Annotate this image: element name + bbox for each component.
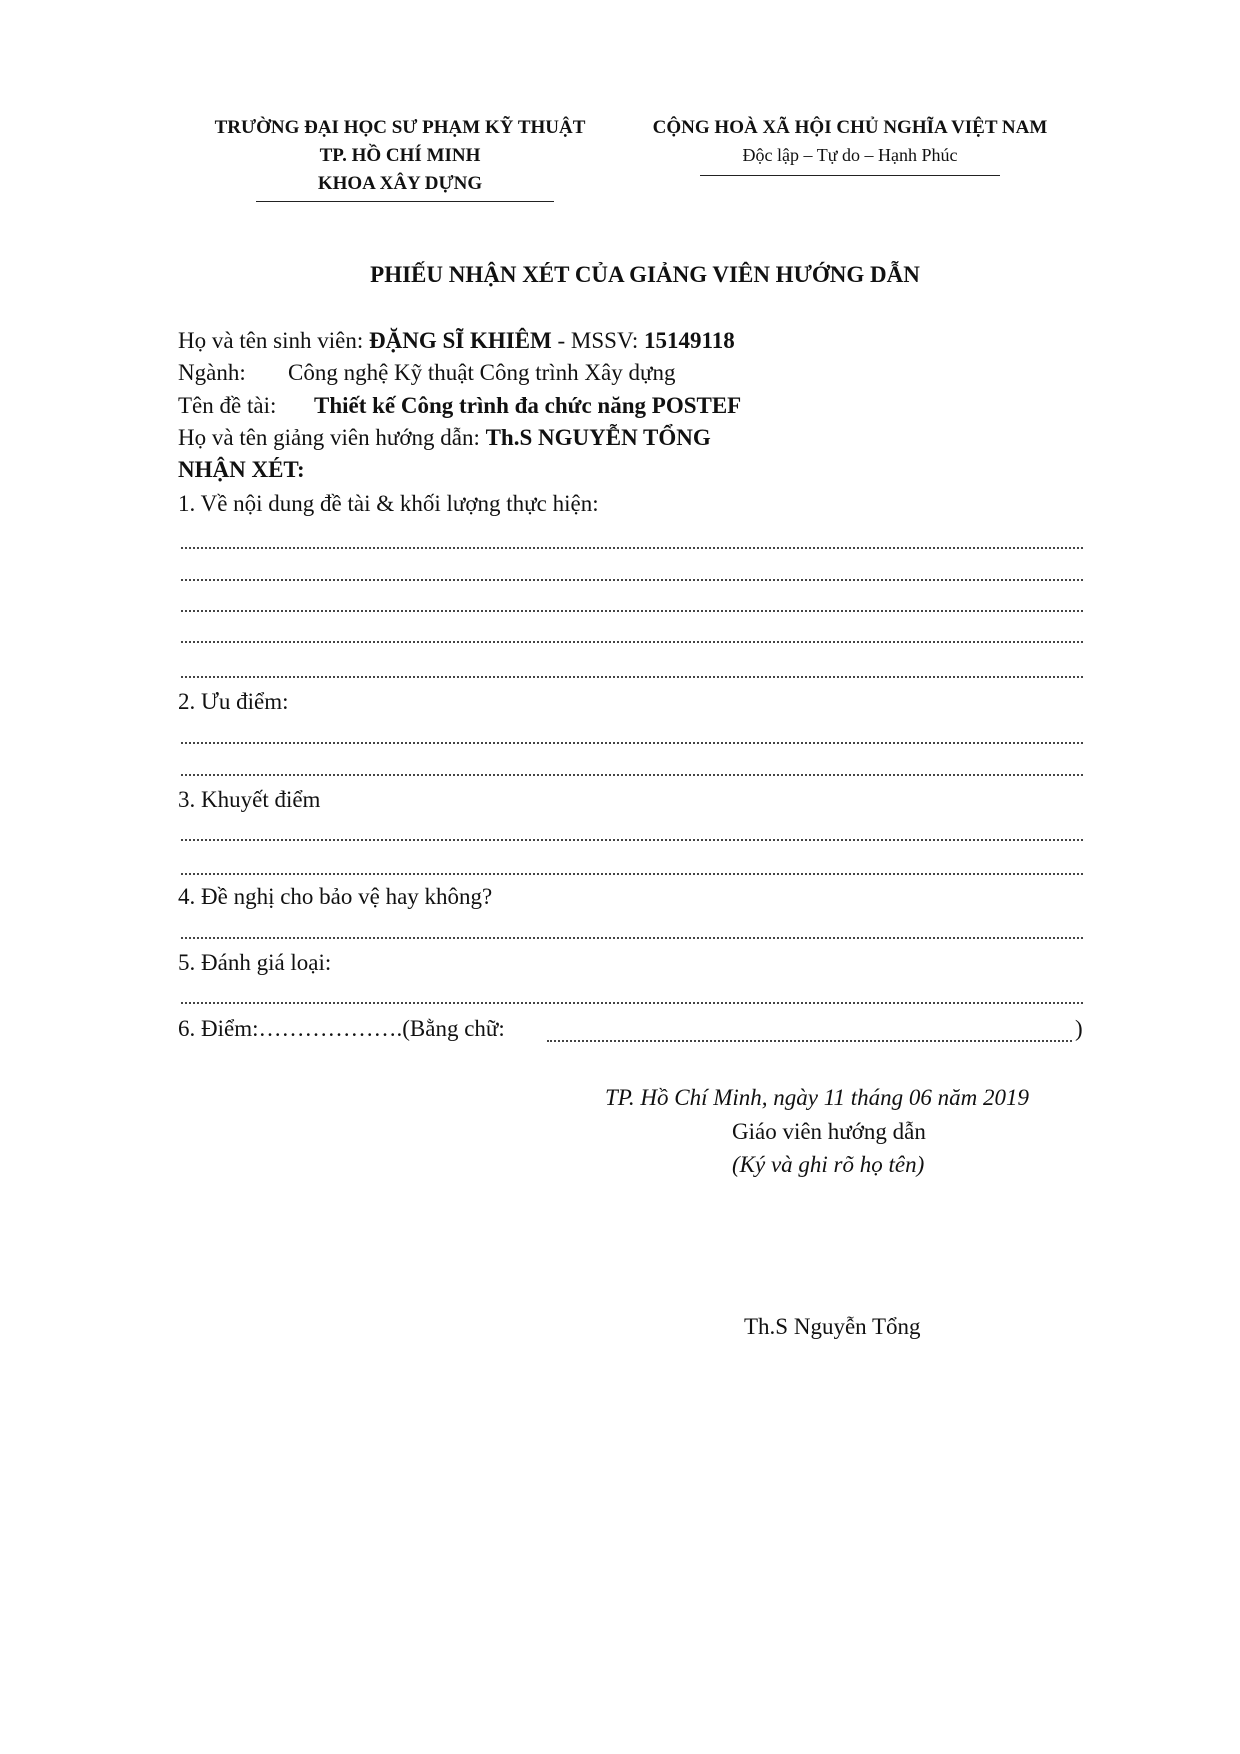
topic-label: Tên đề tài: [178, 393, 277, 418]
signer-role: Giáo viên hướng dẫn [732, 1119, 926, 1144]
mssv-value: 15149118 [644, 328, 735, 353]
strengths-answer-line-2[interactable] [181, 774, 1083, 776]
section-weaknesses-label: 3. Khuyết điểm [178, 787, 321, 812]
weaknesses-answer-line-1[interactable] [181, 839, 1083, 841]
content-answer-line-1[interactable] [181, 547, 1083, 549]
major-label: Ngành: [178, 360, 246, 385]
signer-name: Th.S Nguyễn Tổng [744, 1314, 921, 1339]
score-words-answer-line[interactable] [547, 1040, 1072, 1042]
header-left-rule [256, 201, 554, 202]
topic-value: Thiết kế Công trình đa chức năng POSTEF [314, 393, 742, 418]
student-line [178, 328, 735, 354]
student-name: ĐẶNG SĨ KHIÊM [369, 328, 552, 353]
strengths-answer-line-1[interactable] [181, 742, 1083, 744]
rating-answer-line[interactable] [181, 1002, 1083, 1004]
major-value: Công nghệ Kỹ thuật Công trình Xây dựng [288, 360, 676, 385]
advisor-line [178, 425, 711, 451]
advisor-value: Th.S NGUYỄN TỔNG [485, 425, 711, 450]
topic-line [178, 393, 741, 419]
major-line [178, 360, 675, 386]
section-score-line [178, 1016, 505, 1042]
section-rating-label: 5. Đánh giá loại: [178, 950, 332, 975]
content-answer-line-2[interactable] [181, 579, 1083, 581]
defense-answer-line[interactable] [181, 937, 1083, 939]
signature-instruction: (Ký và ghi rõ họ tên) [732, 1152, 925, 1177]
faculty-name: KHOA XÂY DỰNG [317, 173, 483, 194]
score-words-close: ) [1075, 1016, 1083, 1041]
header-right-rule [700, 175, 1000, 176]
school-city: TP. HỒ CHÍ MINH [319, 145, 481, 166]
weaknesses-answer-line-2[interactable] [181, 873, 1083, 875]
advisor-label: Họ và tên giảng viên hướng dẫn: [178, 425, 486, 450]
score-words-label: (Bằng chữ: [402, 1016, 505, 1041]
country-name: CỘNG HOÀ XÃ HỘI CHỦ NGHĨA VIỆT NAM [652, 117, 1048, 138]
country-motto: Độc lập – Tự do – Hạnh Phúc [742, 145, 958, 165]
score-fill[interactable]: ………………. [258, 1016, 403, 1041]
content-answer-line-4[interactable] [181, 641, 1083, 643]
mssv-label: - MSSV: [551, 328, 644, 353]
section-content-label: 1. Về nội dung đề tài & khối lượng thực hiện: [178, 491, 599, 516]
comments-heading: NHẬN XÉT: [178, 457, 305, 482]
school-name: TRƯỜNG ĐẠI HỌC SƯ PHẠM KỸ THUẬT [214, 117, 586, 138]
section-defense-label: 4. Đề nghị cho bảo vệ hay không? [178, 884, 493, 909]
place-date: TP. Hồ Chí Minh, ngày 11 tháng 06 năm 2019 [605, 1085, 1030, 1110]
content-answer-line-5[interactable] [181, 676, 1083, 678]
document-title: PHIẾU NHẬN XÉT CỦA GIẢNG VIÊN HƯỚNG DẪN [370, 262, 920, 287]
student-label: Họ và tên sinh viên: [178, 328, 369, 353]
section-strengths-label: 2. Ưu điểm: [178, 689, 289, 714]
content-answer-line-3[interactable] [181, 610, 1083, 612]
score-label: 6. Điểm: [178, 1016, 259, 1041]
